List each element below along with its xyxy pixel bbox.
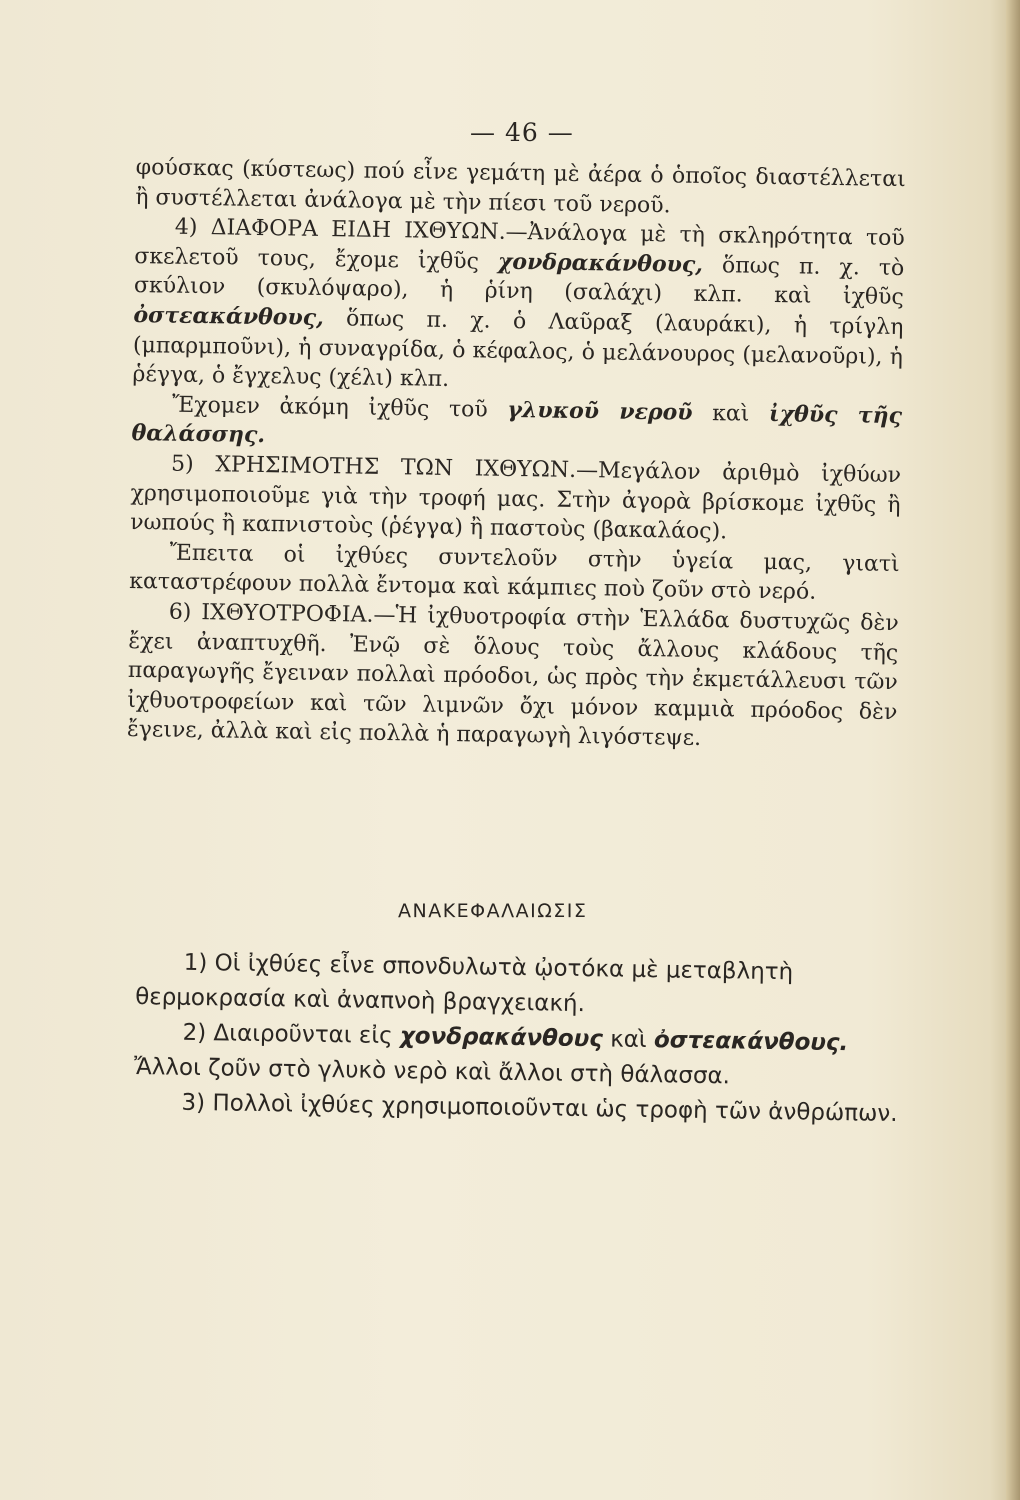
- summary-text: [133, 945, 906, 1132]
- habitat-and: καὶ: [711, 400, 750, 427]
- summary-item-2: [134, 1015, 905, 1097]
- summary-item-2-and: καὶ: [609, 1026, 647, 1054]
- summary-item-3: 3) Πολλοὶ ἰχθύες χρησιμοποιοῦνται ὡς τροφὴ τῶν ἀνθρώπων.: [181, 1089, 898, 1127]
- summary-item-2-habitat: Ἄλλοι ζοῦν στὸ γλυκὸ νερὸ καὶ ἄλλοι στὴ θάλασσα.: [133, 1053, 731, 1090]
- paragraph-health: Ἔπειτα οἱ ἰχθύες συντελοῦν στὴν ὑγεία μας, γιατὶ καταστρέφουν πολλὰ ἔντομα καὶ κάμπιες ποὺ ζοῦν στὸ νερό.: [129, 540, 900, 606]
- term-sea-fish: ἰχθῦς τῆς θαλάσσης.: [131, 400, 903, 449]
- summary-heading: ΑΝΑΚΕΦΑΛΑΙΩΣΙΣ: [398, 900, 588, 922]
- paragraph-usefulness: 5) ΧΡΗΣΙΜΟΤΗΣ ΤΩΝ ΙΧΘΥΩΝ.—Μεγάλον ἀριθμὸ ἰχθύων χρησιμοποιοῦμε γιὰ τὴν τροφή μας. Στὴν ἀγορὰ βρίσκομε ἰχθῦς ἢ νωπούς ἢ καπνιστοὺς (ῥέγγα) ἢ παστοὺς (βακαλάος).: [129, 451, 902, 545]
- fish-types-examples: ὅπως π. χ. τὸ σκύλιον (σκυλόψαρο), ἡ ῥίνη (σαλάχι) κλπ. καὶ ἰχθῦς: [133, 253, 905, 311]
- paragraph-bladder: φούσκας (κύστεως) πού εἶνε γεμάτη μὲ ἀέρα ὁ ὁποῖος διαστέλλεται ἢ συστέλλεται ἀνάλογα μὲ τὴν πίεσι τοῦ νεροῦ.: [135, 154, 906, 218]
- term-fresh-water: γλυκοῦ νεροῦ: [507, 396, 693, 426]
- fish-types-list: ὅπως π. χ. ὁ Λαῦραξ (λαυράκι), ἡ τρίγλη (μπαρμποῦνι), ἡ συναγρίδα, ὁ κέφαλος, ὁ μελάνουρος (μελανοῦρι), ἡ ῥέγγα, ὁ ἔγχελυς (χέλι) κλπ.: [132, 306, 904, 393]
- main-text: [127, 153, 906, 757]
- summary-term-osteakanthous: ὀστεακάνθους.: [653, 1027, 849, 1057]
- page-number: — 46 —: [470, 118, 574, 147]
- paragraph-fish-farming: 6) ΙΧΘΥΟΤΡΟΦΙΑ.—Ἡ ἰχθυοτροφία στὴν Ἑλλάδα δυστυχῶς δὲν ἔχει ἀναπτυχθῆ. Ἐνῷ σὲ ὅλους τοὺς ἄλλους κλάδους τῆς παραγωγῆς ἔγειναν πολλαὶ πρόοδοι, ὡς πρὸς τὴν ἐκμετάλλευσι τῶν ἰχθυοτροφείων καὶ τῶν λιμνῶν ὄχι μόνον καμμιὰ πρόοδος δὲν ἔγεινε, ἀλλὰ καὶ εἰς πολλὰ ἡ παραγωγὴ λιγόστεψε.: [126, 599, 899, 752]
- term-osteakanthous: ὀστεακάνθους,: [133, 301, 324, 331]
- paragraph-fish-types: [132, 212, 905, 402]
- habitat-intro: Ἔχομεν ἀκόμη ἰχθῦς τοῦ: [171, 392, 488, 423]
- summary-item-2-intro: 2) Διαιροῦνται εἰς: [182, 1019, 393, 1050]
- summary-item-1: 1) Οἱ ἰχθύες εἶνε σπονδυλωτὰ ᾠοτόκα μὲ μεταβλητὴ θερμοκρασία καὶ ἀναπνοὴ βραγχειακή.: [134, 949, 794, 1018]
- fish-types-intro: 4) ΔΙΑΦΟΡΑ ΕΙΔΗ ΙΧΘΥΩΝ.—Ἀνάλογα μὲ τὴ σκληρότητα τοῦ σκελετοῦ τους, ἔχομε ἰχθῦς: [134, 214, 905, 275]
- page-edge: [1006, 0, 1020, 1500]
- summary-term-chondrakanthous: χονδρακάνθους: [399, 1023, 604, 1053]
- term-chondrakanthous: χονδρακάνθους,: [497, 248, 704, 278]
